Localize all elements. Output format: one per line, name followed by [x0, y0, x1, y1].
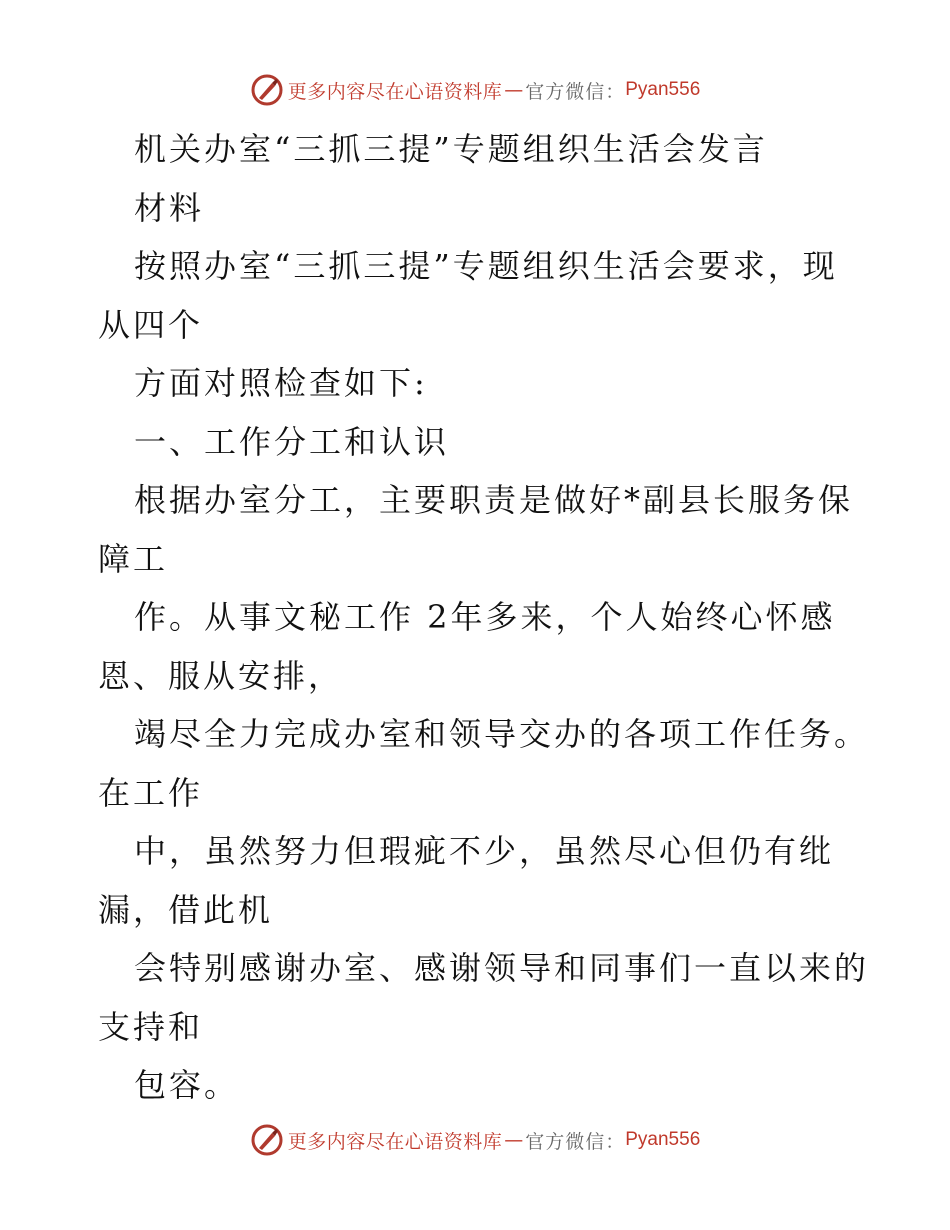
- watermark-sub-text: 官方微信：: [525, 80, 626, 103]
- title-line-1: 机关办室“三抓三提”专题组织生活会发言: [134, 130, 768, 168]
- paragraph-line: 根据办室分工，主要职责是做好*副县长服务保: [134, 481, 854, 519]
- watermark-main-text: 更多内容尽在心语资料库: [287, 1130, 503, 1153]
- pen-logo-icon: [250, 73, 284, 107]
- paragraph-line: 支持和: [98, 1007, 204, 1046]
- paragraph-line: 中，虽然努力但瑕疵不少，虽然尽心但仍有纰: [134, 832, 835, 870]
- paragraph-line: 障工: [98, 539, 169, 578]
- section-heading: 一、工作分工和认识: [134, 422, 450, 461]
- paragraph-line: 作。从事文秘工作 2年多来，个人始终心怀感: [134, 598, 836, 636]
- paragraph-line: 漏，借此机: [98, 890, 274, 929]
- watermark-dash: —: [504, 79, 524, 101]
- watermark-id: Pyan556: [625, 1129, 701, 1150]
- paragraph-line: 在工作: [98, 773, 204, 812]
- paragraph-line: 会特别感谢办室、感谢领导和同事们一直以来的: [134, 949, 870, 987]
- watermark-id: Pyan556: [625, 79, 701, 100]
- paragraph-line: 方面对照检查如下:: [134, 364, 428, 402]
- watermark-dash: —: [504, 1129, 524, 1151]
- paragraph-line: 按照办室“三抓三提”专题组织生活会要求，现: [134, 247, 838, 285]
- paragraph-line: 从四个: [98, 305, 204, 344]
- pen-logo-icon: [250, 1123, 284, 1157]
- paragraph-line: 竭尽全力完成办室和领导交办的各项工作任务。: [134, 715, 870, 753]
- watermark-sub-text: 官方微信：: [525, 1130, 626, 1153]
- footer-watermark: [0, 1122, 950, 1158]
- paragraph-line: 恩、服从安排，: [98, 656, 344, 695]
- header-watermark: [0, 72, 950, 108]
- document-body: [0, 120, 950, 1115]
- watermark-main-text: 更多内容尽在心语资料库: [287, 80, 503, 103]
- title-line-2: 材料: [134, 188, 205, 227]
- paragraph-line: 包容。: [134, 1066, 240, 1104]
